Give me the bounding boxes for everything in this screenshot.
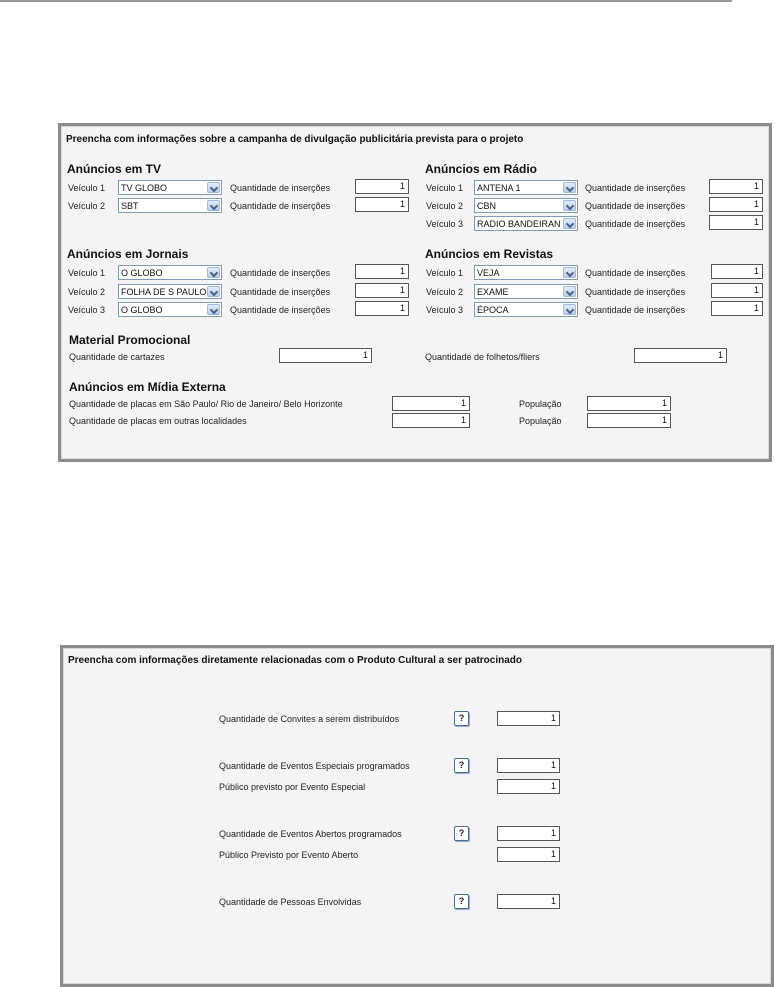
chevron-down-icon[interactable] <box>563 218 576 229</box>
signs-other-population-input[interactable]: 1 <box>587 413 671 428</box>
posters-label: Quantidade de cartazes <box>69 352 165 362</box>
open-events-label: Quantidade de Eventos Abertos programados <box>219 829 402 839</box>
chevron-down-icon[interactable] <box>563 304 576 315</box>
magazine-vehicle-1-value: VEJA <box>477 268 500 278</box>
posters-input[interactable]: 1 <box>279 348 372 363</box>
radio-vehicle-2-insertions-input[interactable]: 1 <box>709 197 763 212</box>
open-event-audience-label: Público Previsto por Evento Aberto <box>219 850 359 860</box>
tv-vehicle-2-insertions-input[interactable]: 1 <box>355 197 409 212</box>
newspaper-vehicle-3-value: O GLOBO <box>121 305 163 315</box>
tv-vehicle-1-label: Veículo 1 <box>68 183 106 193</box>
signs-other-input[interactable]: 1 <box>392 413 470 428</box>
newspapers-heading: Anúncios em Jornais <box>67 247 189 261</box>
radio-vehicle-1-select[interactable] <box>474 180 578 195</box>
magazine-vehicle-2-label: Veículo 2 <box>426 287 464 297</box>
chevron-down-icon[interactable] <box>563 200 576 211</box>
magazine-vehicle-2-select[interactable] <box>474 284 578 299</box>
newspaper-vehicle-2-insertions-input[interactable]: 1 <box>355 283 409 298</box>
newspaper-vehicle-2-value: FOLHA DE S PAULO <box>121 287 207 297</box>
magazine-vehicle-1-select[interactable] <box>474 265 578 280</box>
product-panel-title: Preencha com informações diretamente relacionadas com o Produto Cultural a ser patrocinado <box>68 655 523 666</box>
radio-vehicle-1-label: Veículo 1 <box>426 183 464 193</box>
chevron-down-icon[interactable] <box>563 182 576 193</box>
newspaper-vehicle-2-select[interactable] <box>118 284 222 299</box>
tv-vehicle-1-insertions-label: Quantidade de inserções <box>230 183 331 193</box>
magazine-vehicle-3-value: ÉPOCA <box>477 305 509 315</box>
invites-help-button[interactable]: ? <box>454 711 469 726</box>
chevron-down-icon[interactable] <box>207 267 220 278</box>
newspaper-vehicle-1-select[interactable] <box>118 265 222 280</box>
radio-heading: Anúncios em Rádio <box>425 162 538 176</box>
magazine-vehicle-2-value: EXAME <box>477 287 509 297</box>
special-events-label: Quantidade de Eventos Especiais programados <box>219 761 410 771</box>
campaign-panel <box>58 123 772 462</box>
chevron-down-icon[interactable] <box>563 286 576 297</box>
magazine-vehicle-3-insertions-input[interactable]: 1 <box>711 301 763 316</box>
signs-capitals-label: Quantidade de placas em São Paulo/ Rio de Janeiro/ Belo Horizonte <box>69 399 343 409</box>
flyers-input[interactable]: 1 <box>634 348 727 363</box>
top-divider <box>0 0 732 2</box>
open-events-help-button[interactable]: ? <box>454 826 469 841</box>
radio-vehicle-3-value: RADIO BANDEIRAN <box>477 219 561 229</box>
newspaper-vehicle-2-label: Veículo 2 <box>68 287 106 297</box>
promo-heading: Material Promocional <box>69 333 191 347</box>
newspaper-vehicle-1-value: O GLOBO <box>121 268 163 278</box>
radio-vehicle-3-label: Veículo 3 <box>426 219 464 229</box>
radio-vehicle-2-value: CBN <box>477 201 497 211</box>
tv-vehicle-1-select[interactable] <box>118 180 222 195</box>
newspaper-vehicle-1-insertions-input[interactable]: 1 <box>355 264 409 279</box>
magazines-heading: Anúncios em Revistas <box>425 247 554 261</box>
special-event-audience-label: Público previsto por Evento Especial <box>219 782 366 792</box>
newspaper-vehicle-1-insertions-label: Quantidade de inserções <box>230 268 331 278</box>
magazine-vehicle-1-label: Veículo 1 <box>426 268 464 278</box>
magazine-vehicle-1-insertions-input[interactable]: 1 <box>711 264 763 279</box>
external-media-heading: Anúncios em Mídia Externa <box>69 380 226 394</box>
magazine-vehicle-3-insertions-label: Quantidade de inserções <box>585 305 686 315</box>
tv-vehicle-2-value: SBT <box>121 201 139 211</box>
chevron-down-icon[interactable] <box>207 286 220 297</box>
newspaper-vehicle-3-insertions-input[interactable]: 1 <box>355 301 409 316</box>
tv-vehicle-1-value: TV GLOBO <box>121 183 168 193</box>
invites-input[interactable]: 1 <box>497 711 560 726</box>
signs-other-label: Quantidade de placas em outras localidades <box>69 416 247 426</box>
flyers-label: Quantidade de folhetos/fliers <box>425 352 540 362</box>
chevron-down-icon[interactable] <box>207 200 220 211</box>
radio-vehicle-2-select[interactable] <box>474 198 578 213</box>
special-events-input[interactable]: 1 <box>497 758 560 773</box>
signs-capitals-population-input[interactable]: 1 <box>587 396 671 411</box>
radio-vehicle-2-label: Veículo 2 <box>426 201 464 211</box>
radio-vehicle-3-select[interactable] <box>474 216 578 231</box>
magazine-vehicle-2-insertions-label: Quantidade de inserções <box>585 287 686 297</box>
signs-capitals-population-label: População <box>519 399 562 409</box>
newspaper-vehicle-3-insertions-label: Quantidade de inserções <box>230 305 331 315</box>
radio-vehicle-1-insertions-label: Quantidade de inserções <box>585 183 686 193</box>
people-involved-label: Quantidade de Pessoas Envolvidas <box>219 897 362 907</box>
magazine-vehicle-2-insertions-input[interactable]: 1 <box>711 283 763 298</box>
open-events-input[interactable]: 1 <box>497 826 560 841</box>
tv-vehicle-2-select[interactable] <box>118 198 222 213</box>
radio-vehicle-1-insertions-input[interactable]: 1 <box>709 179 763 194</box>
radio-vehicle-3-insertions-label: Quantidade de inserções <box>585 219 686 229</box>
tv-heading: Anúncios em TV <box>67 162 162 176</box>
newspaper-vehicle-3-label: Veículo 3 <box>68 305 106 315</box>
radio-vehicle-3-insertions-input[interactable]: 1 <box>709 215 763 230</box>
special-events-help-button[interactable]: ? <box>454 758 469 773</box>
tv-vehicle-2-label: Veículo 2 <box>68 201 106 211</box>
magazine-vehicle-3-label: Veículo 3 <box>426 305 464 315</box>
people-involved-input[interactable]: 1 <box>497 894 560 909</box>
radio-vehicle-1-value: ANTENA 1 <box>477 183 521 193</box>
newspaper-vehicle-2-insertions-label: Quantidade de inserções <box>230 287 331 297</box>
people-involved-help-button[interactable]: ? <box>454 894 469 909</box>
chevron-down-icon[interactable] <box>207 182 220 193</box>
invites-label: Quantidade de Convites a serem distribuídos <box>219 714 400 724</box>
tv-vehicle-1-insertions-input[interactable]: 1 <box>355 179 409 194</box>
signs-other-population-label: População <box>519 416 562 426</box>
chevron-down-icon[interactable] <box>563 267 576 278</box>
newspaper-vehicle-1-label: Veículo 1 <box>68 268 106 278</box>
open-event-audience-input[interactable]: 1 <box>497 847 560 862</box>
magazine-vehicle-1-insertions-label: Quantidade de inserções <box>585 268 686 278</box>
newspaper-vehicle-3-select[interactable] <box>118 302 222 317</box>
tv-vehicle-2-insertions-label: Quantidade de inserções <box>230 201 331 211</box>
product-panel <box>60 645 774 987</box>
special-event-audience-input[interactable]: 1 <box>497 779 560 794</box>
magazine-vehicle-3-select[interactable] <box>474 302 578 317</box>
signs-capitals-input[interactable]: 1 <box>392 396 470 411</box>
radio-vehicle-2-insertions-label: Quantidade de inserções <box>585 201 686 211</box>
campaign-panel-title: Preencha com informações sobre a campanha de divulgação publicitária prevista para o projeto <box>66 134 524 145</box>
chevron-down-icon[interactable] <box>207 304 220 315</box>
